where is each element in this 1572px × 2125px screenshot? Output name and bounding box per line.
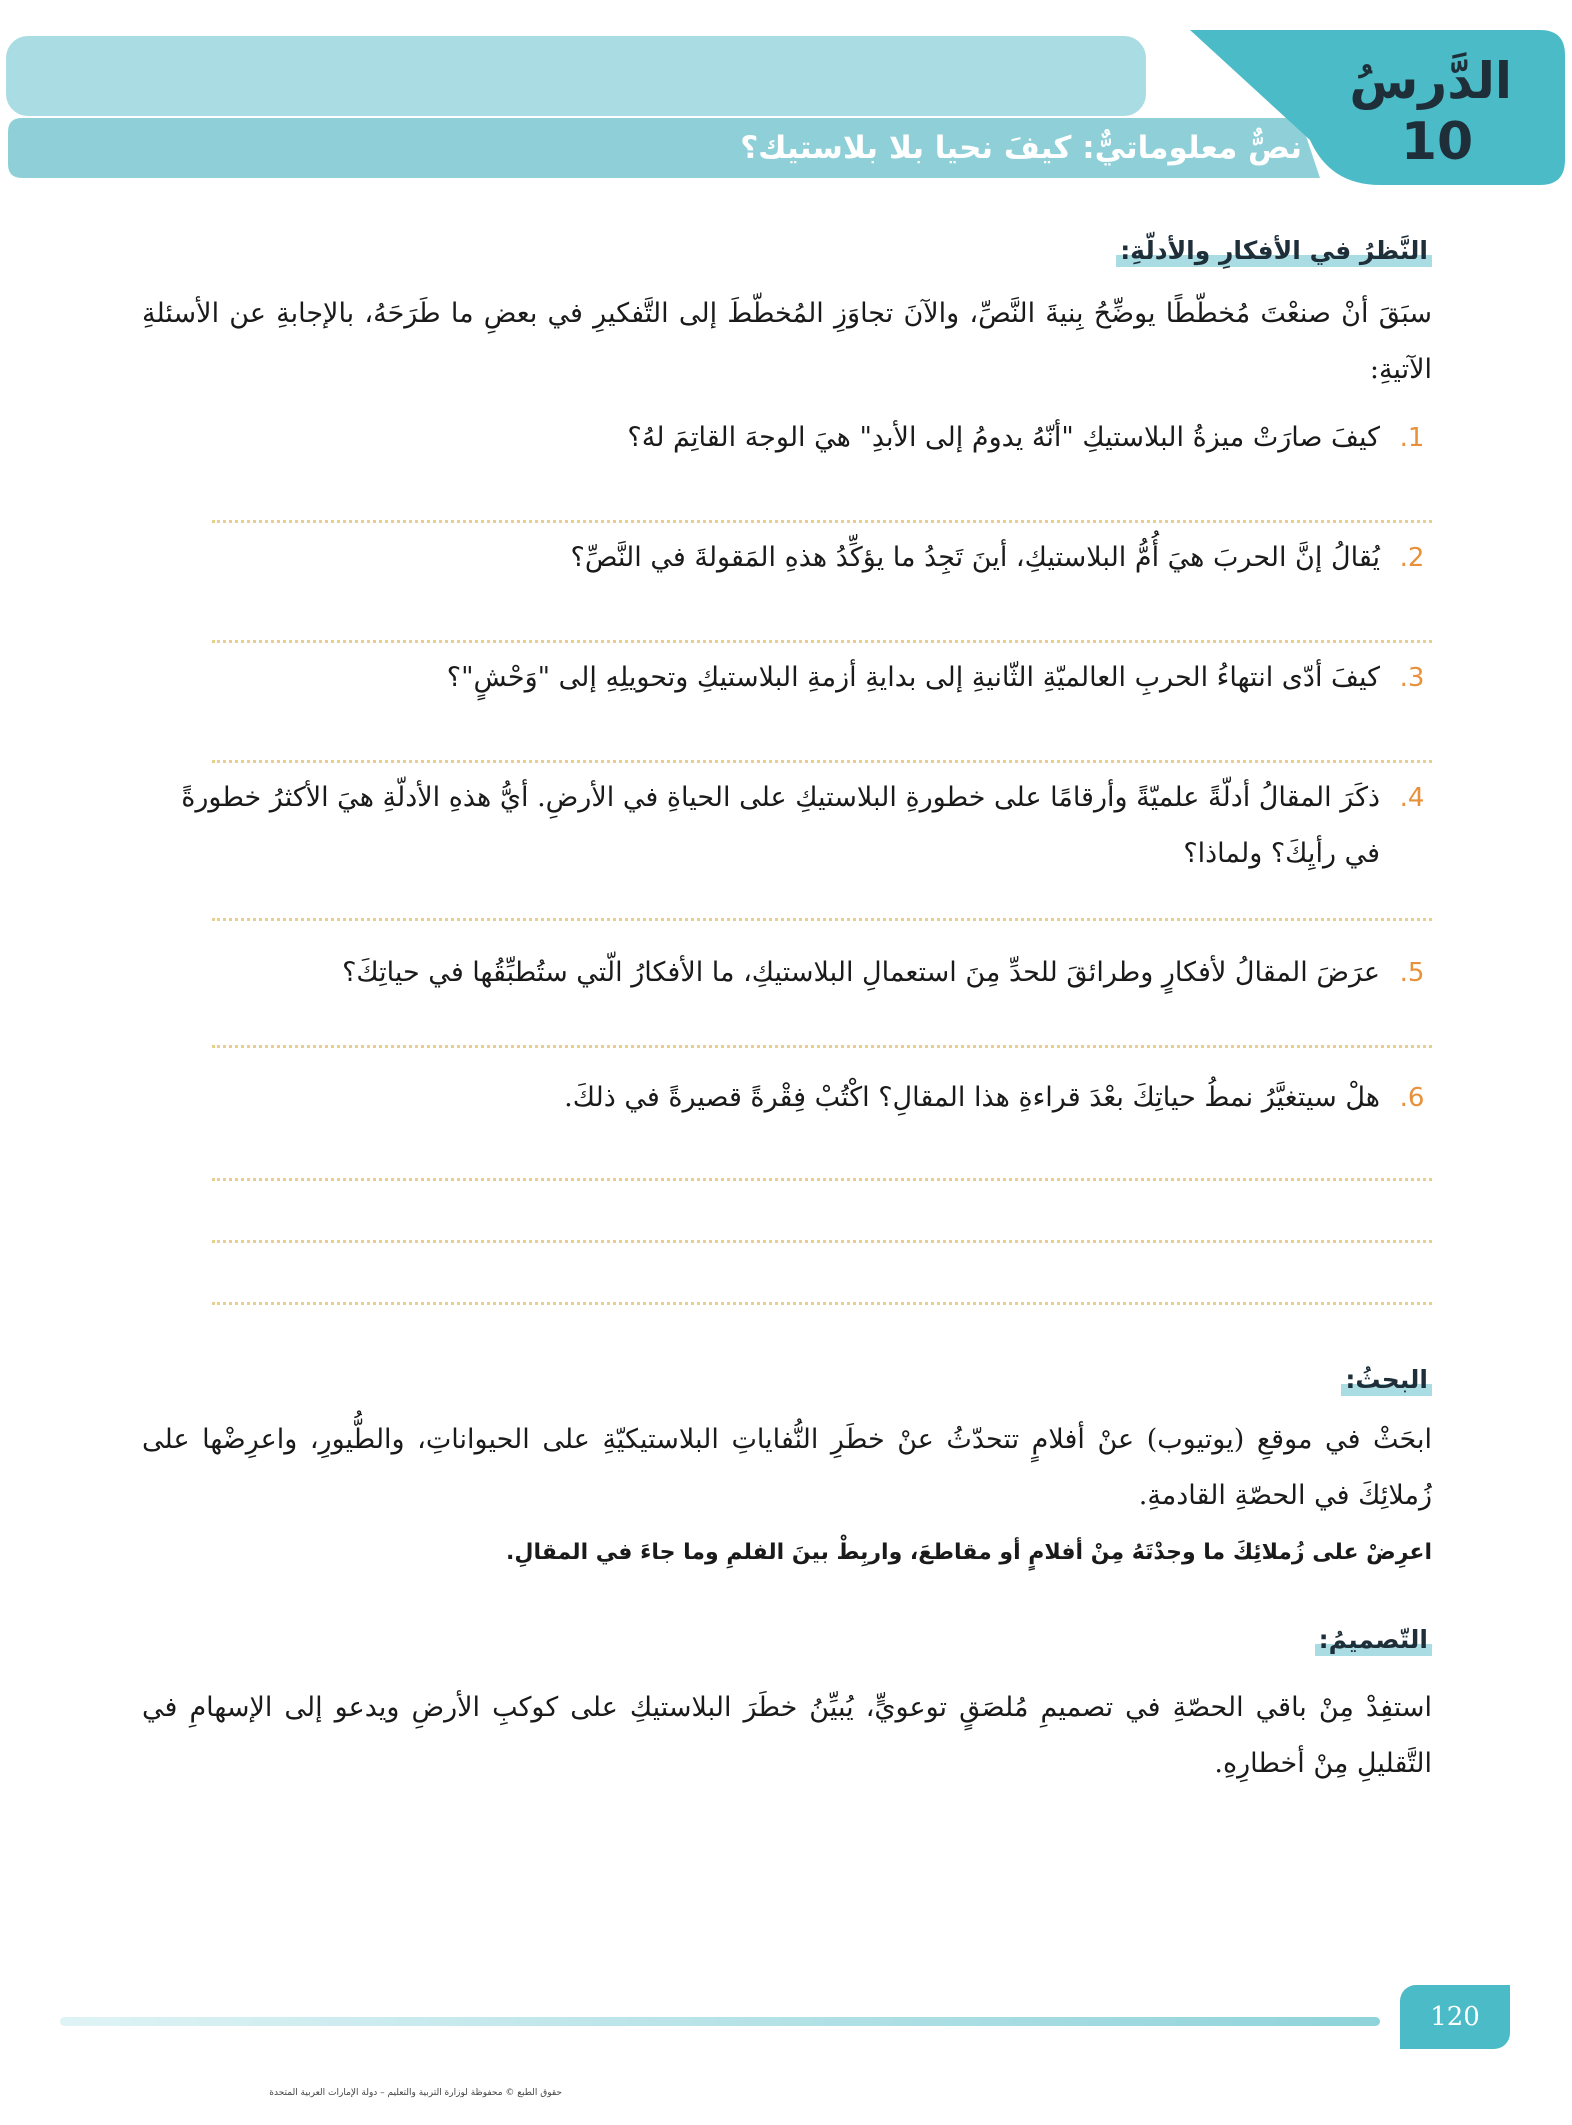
design-text: استفِدْ مِنْ باقي الحصّةِ في تصميمِ مُلصَقٍ توعويٍّ، يُبيِّنُ خطَرَ البلاستيكِ على كوكبِ الأرضِ ويدعو إلى الإسهامِ في التَّقليلِ مِنْ أخطارِهِ. xyxy=(142,1692,1432,1779)
lesson-label: الدَّرسُ xyxy=(1349,52,1512,110)
question-3 xyxy=(142,650,1432,706)
answer-line[interactable] xyxy=(212,1045,1432,1048)
answer-line[interactable] xyxy=(212,918,1432,921)
section-heading-ideas: النَّظرُ في الأفكارِ والأدلّةِ: xyxy=(1116,236,1432,267)
question-text: هلْ سيتغيَّرُ نمطُ حياتِكَ بعْدَ قراءةِ هذا المقالِ؟ اكْتُبْ فِقْرةً قصيرةً في ذلكَ. xyxy=(564,1082,1380,1113)
answer-line[interactable] xyxy=(212,640,1432,643)
section-heading-research: البحثُ: xyxy=(1341,1365,1432,1396)
section-heading-design: التّصميمُ: xyxy=(1315,1625,1432,1656)
header-banner-shape xyxy=(0,0,1572,200)
lesson-header xyxy=(0,0,1572,200)
question-text: يُقالُ إنَّ الحربَ هيَ أُمُّ البلاستيكِ، أينَ تَجِدُ ما يؤكِّدُ هذهِ المَقولةَ في النَّصِّ؟ xyxy=(570,542,1380,573)
question-number: 3. xyxy=(1399,663,1425,693)
question-number: 2. xyxy=(1399,543,1425,573)
answer-line[interactable] xyxy=(212,520,1432,523)
question-number: 5. xyxy=(1399,958,1425,988)
question-number: 4. xyxy=(1399,783,1425,813)
answer-line[interactable] xyxy=(212,1178,1432,1181)
research-instruction: اعرِضْ على زُملائِكَ ما وجدْتَهُ مِنْ أفلامٍ أو مقاطعَ، واربِطْ بينَ الفلمِ وما جاءَ في المقالِ. xyxy=(506,1540,1432,1565)
question-text: كيفَ صارَتْ ميزةُ البلاستيكِ "أنّهُ يدومُ إلى الأبدِ" هيَ الوجهَ القاتِمَ لهُ؟ xyxy=(627,422,1380,453)
page-number: 120 xyxy=(1400,1985,1510,2049)
answer-line[interactable] xyxy=(212,760,1432,763)
section-intro: سبَقَ أنْ صنعْتَ مُخطّطًا يوضِّحُ بِنيةَ النَّصِّ، والآنَ تجاوَزِ المُخطّطَ إلى التَّفكيرِ في بعضِ ما طَرَحَهُ، بالإجابةِ عن الأسئلةِ الآتيةِ: xyxy=(142,298,1432,385)
header-upper-strip xyxy=(6,36,1146,116)
question-number: 6. xyxy=(1399,1083,1425,1113)
lesson-title: نصٌّ معلوماتيٌّ: كيفَ نحيا بلا بلاستيك؟ xyxy=(740,130,1302,166)
question-text: ذكَرَ المقالُ أدلّةً علميّةً وأرقامًا على خطورةِ البلاستيكِ على الحياةِ في الأرضِ. أيُّ هذهِ الأدلّةِ هيَ الأكثرُ خطورةً في رأيِكَ؟ ولماذا؟ xyxy=(181,782,1380,869)
question-text: كيفَ أدّى انتهاءُ الحربِ العالميّةِ الثّانيةِ إلى بدايةِ أزمةِ البلاستيكِ وتحويلِهِ إلى "وَحْشٍ"؟ xyxy=(446,662,1380,693)
question-5 xyxy=(142,945,1432,1001)
lesson-number: 10 xyxy=(1400,112,1474,172)
question-number: 1. xyxy=(1399,423,1425,453)
copyright-text: حقوق الطبع © محفوظة لوزارة التربية والتعليم – دولة الإمارات العربية المتحدة xyxy=(269,2088,562,2098)
question-6 xyxy=(142,1070,1432,1126)
question-1 xyxy=(142,410,1432,466)
question-4 xyxy=(142,770,1432,882)
footer-bar xyxy=(60,2017,1380,2026)
answer-line[interactable] xyxy=(212,1302,1432,1305)
question-2 xyxy=(142,530,1432,586)
answer-line[interactable] xyxy=(212,1240,1432,1243)
question-text: عرَضَ المقالُ لأفكارٍ وطرائقَ للحدِّ مِنَ استعمالِ البلاستيكِ، ما الأفكارُ الّتي ستُطبِّقُها في حياتِكَ؟ xyxy=(342,957,1380,988)
research-text: ابحَثْ في موقعِ (يوتيوب) عنْ أفلامٍ تتحدّثُ عنْ خطَرِ النُّفاياتِ البلاستيكيّةِ على الحيواناتِ، والطُّيورِ، واعرِضْها على زُملائِكَ في الحصّةِ القادمةِ. xyxy=(142,1424,1432,1511)
